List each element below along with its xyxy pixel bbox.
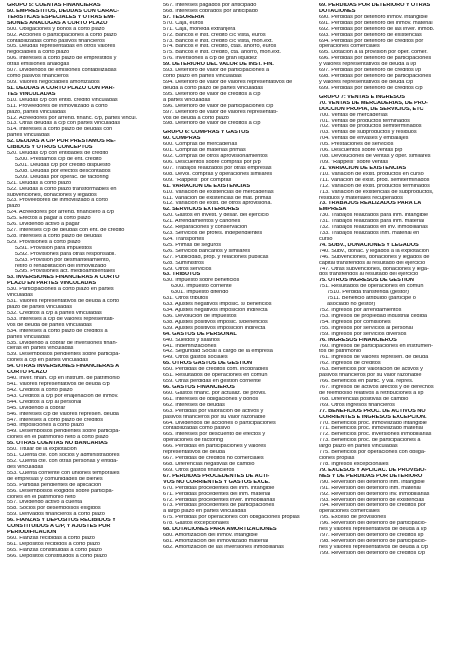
account-line: 576. Inversiones a c/p de gran liquidez — [163, 56, 257, 62]
account-line: 752. Ingresos por arrendamientos — [319, 308, 402, 314]
account-line: 595. Deterioro de valor de créditos a c/p — [163, 91, 261, 97]
account-line: otras emisiones análogas — [7, 62, 70, 68]
account-line: 561. Depósitos recibidos a corto plazo — [7, 541, 100, 547]
account-line: 620. Gastos en invest. y desar. del ejercicio — [163, 213, 269, 219]
account-line: 621. Arrendamientos y cánones — [163, 219, 241, 225]
section-heading: 50. EMPRÉSTITOS, DEUDAS CON CARAC- — [7, 8, 119, 14]
account-line: 706. Descuentos sobre ventas p/p — [319, 148, 403, 154]
account-line: 682. Amortización de las inversiones inmobiliarias — [163, 544, 284, 550]
account-line: de reembolso relativos a retribuciones a l/p — [319, 390, 424, 396]
account-line: 512. Acreedores por arrend. financ. c/p, partes vincul. — [7, 115, 138, 121]
section-heading: 70. VENTAS DE MERCADERÍAS, DE PRO- — [319, 100, 428, 106]
section-heading: CORRIENTES E INGRESOS EXCEPCION. — [319, 414, 427, 420]
account-line: 762. Ingresos de créditos — [319, 361, 381, 367]
account-line: asociado no gestor) — [327, 302, 376, 308]
account-line: 624. Transportes — [163, 236, 205, 242]
section-heading: 71. VARIACIÓN DE EXISTENCIAS — [319, 165, 407, 171]
account-line: 598. Deterioro de valor de créditos a c/p — [163, 121, 261, 127]
section-heading: GRUPO 6: COMPRAS Y GASTOS — [163, 130, 250, 136]
account-line: de empresas y comunidades de bienes — [7, 476, 103, 482]
account-line: 711. Variación de exist. prod. semiterminados — [319, 177, 430, 183]
section-heading: 51. DEUDAS A CORTO PLAZO CON PAR- — [7, 85, 115, 91]
section-heading: 61. VARIACIÓN DE EXISTENCIAS — [163, 183, 251, 189]
account-line: 636. Devolución de impuestos — [163, 313, 237, 319]
account-line: 629. Otros servicios — [163, 266, 212, 272]
account-line: 670. Pérdidas procedentes del inm. intangible — [163, 485, 275, 491]
account-line: 531. Valores representativos de deuda a corto — [7, 299, 120, 305]
account-line: negociables a corto plazo — [7, 50, 70, 56]
account-line: 778. Ingresos excepcionales — [319, 461, 389, 467]
account-line: 525. Efectos a pagar a corto plazo — [7, 216, 91, 222]
section-heading: 64. GASTOS DE PERSONAL — [163, 331, 237, 337]
account-line: 747. Otras subvenciones, donaciones y lega- — [319, 266, 429, 272]
account-line: 773. Beneficios proc. de participaciones a — [319, 438, 421, 444]
account-line: 631. Otros tributos — [163, 296, 209, 302]
account-line: 709. "Rappels" sobre ventas — [319, 159, 389, 165]
account-line: 596. Deterioro de valor de participaciones c/p — [163, 103, 274, 109]
account-line: 766. Beneficios en partic. y val. repres. — [319, 379, 414, 385]
account-line: 549. Desembolsos pendientes sobre participa- — [7, 429, 121, 435]
account-line: 520. Deudas c/p con entidades de crédito — [7, 151, 109, 157]
account-line: 700. Ventas de mercaderías — [319, 112, 388, 118]
account-line: 608. Devol. compras y operaciones similares — [163, 171, 273, 177]
account-line: 694. Pérdidas por deterioro de créditos por — [319, 38, 424, 44]
account-line: contabilizadas como pasivo — [163, 426, 231, 432]
account-line: 545. Dividendo a cobrar — [7, 405, 66, 411]
section-heading: TES VINCULADAS — [7, 91, 56, 97]
account-line: 731. Trabajos realizados para inm. material — [319, 219, 425, 225]
account-line: como pasivos financieros — [7, 74, 69, 80]
section-heading: DOTACIONES — [319, 8, 356, 14]
account-line: 710. Variación de exist. productos en curso — [319, 171, 424, 177]
account-line: 556. Desembolsos exigidos sobre participa- — [7, 488, 114, 494]
account-line: 754. Ingresos por comisiones — [319, 319, 391, 325]
account-line: representativos de deuda — [163, 450, 225, 456]
account-line: ciones en el patrimonio neto a corto plazo — [7, 435, 109, 441]
account-line: plazo — [7, 204, 21, 210]
account-line: operaciones de factoring — [163, 438, 224, 444]
account-line: 760. Ingresos de participaciones en instrumen- — [319, 343, 433, 349]
account-line: pasivos financieros por su valor razonable — [163, 414, 266, 420]
account-line: 768. Diferencias positivas de cambio — [319, 396, 409, 402]
account-line: 7510. Pérdida transferida (gestor) — [327, 290, 409, 296]
account-line: a largo plazo en partes vinculadas — [163, 509, 247, 515]
account-line: 5293. Provisión por desmantelamiento, — [15, 257, 111, 263]
account-line: 567. Intereses pagados por anticipado — [163, 3, 257, 8]
account-line: operaciones comerciales — [319, 509, 380, 515]
account-line: 539. Desembolsos pendientes sobre participa- — [7, 352, 121, 358]
account-line: 566. Depósitos constituidos a corto plazo — [7, 553, 107, 559]
account-line: 695. Dotación a la provisión por oper. comer. — [319, 50, 428, 56]
account-line: 597. Deterioro de valor de valores representati- — [163, 109, 278, 115]
account-line: 699. Pérdidas por deterioro de créditos c/p — [319, 85, 423, 91]
account-line: 641. Indemnizaciones — [163, 343, 217, 349]
account-line: 550. Titular de la explotación — [7, 447, 77, 453]
account-line: 6301. Impuesto diferido — [171, 290, 229, 296]
section-heading: 54. OTRAS INVERSIONES FINANCIERAS A — [7, 364, 120, 370]
account-line: 791. Reversión del deterioro inm. material — [319, 485, 421, 491]
account-line: dos transferidos al resultado del ejercicio — [319, 272, 419, 278]
account-line: 524. Acreedores por arrend. financiero a c/p — [7, 210, 114, 216]
account-line: largo plazo en partes vinculadas — [319, 444, 398, 450]
account-line: 552. Cuenta cte. con otras personas y entida- — [7, 458, 118, 464]
account-line: 528. Intereses a corto plazo de deudas — [7, 233, 102, 239]
account-line: cieras en partes vinculadas — [7, 346, 74, 352]
account-line: 526. Dividendo activo a pagar — [7, 222, 80, 228]
section-heading: VOS NO CORRIENTES Y GASTOS EXCE. — [163, 479, 270, 485]
account-line: corto plazo en partes vinculadas — [163, 74, 242, 80]
section-heading: PLAZO EN PARTES VINCULADAS — [7, 281, 97, 287]
account-line: 665. Intereses por descuento de efectos y — [163, 432, 266, 438]
account-line: 704. Ventas de envases y embalajes — [319, 136, 409, 142]
account-line: 625. Primas de seguros — [163, 242, 221, 248]
account-line: 708. Devoluciones de ventas y oper. similares — [319, 154, 431, 160]
account-line: 713. Variación de existencias de subproductos, — [319, 189, 434, 195]
account-line: 794. Reversión del deterioro de créditos por — [319, 503, 426, 509]
section-heading: SIONES ANÁLOGAS A CORTO PLAZO — [7, 20, 108, 26]
account-line: 626. Servicios bancarios y similares — [163, 248, 251, 254]
account-line: 697. Pérdidas por deterioro de créditos l/p — [319, 68, 422, 74]
account-line: a partes vinculadas — [163, 97, 211, 103]
account-line: 712. Variación de exist. productos terminados — [319, 183, 430, 189]
account-line: 5201. Deudas c/p por crédito dispuesto — [15, 162, 111, 168]
account-line: 680. Amortización del inmov. intangible — [163, 533, 258, 539]
account-line: 505. Deudas representadas en otros valores — [7, 44, 116, 50]
account-line: 769. Otros ingresos financieros — [319, 402, 395, 408]
account-line: 575. Bancos e inst. crédito, cta. ahorro, mon.ext. — [163, 50, 281, 56]
account-line: 667. Pérdidas de créditos no comerciales — [163, 456, 264, 462]
account-line: 671. Pérdidas procedentes del inm. material — [163, 491, 271, 497]
account-line: 529. Provisiones a corto plazo — [7, 239, 81, 245]
account-line: 5208. Deudas por efectos descontados — [15, 168, 111, 174]
account-line: 540. Inver. finan. c/p en instrum. de patrimonio — [7, 376, 120, 382]
section-heading: 52. DEUDAS A C/P POR PRÉSTAMOS RE- — [7, 139, 116, 145]
account-line: 506. Intereses a corto plazo de empréstitos y — [7, 56, 117, 62]
account-line: des vinculadas — [7, 464, 44, 470]
account-line: 521. Deudas a corto plazo — [7, 180, 72, 186]
account-line: y valores representativos de deuda a l/p — [319, 62, 417, 68]
account-line: 790. Reversión del deterioro inm. intangible — [319, 479, 425, 485]
account-line: 558. Socios por desembolsos exigidos — [7, 506, 101, 512]
account-line: 555. Partidas pendientes de aplicación — [7, 482, 102, 488]
account-line: 796. Reversión del deterioro de participacio- — [319, 521, 427, 527]
account-line: 771. Beneficios proc. inmovilizado material — [319, 426, 423, 432]
section-heading: GRUPO 7: VENTAS E INGRESOS — [319, 94, 405, 100]
account-line: nes y valores representativos de deuda a c/p — [319, 544, 429, 550]
account-line: deuda a corto plazo de partes vinculadas — [163, 85, 263, 91]
account-line: 772. Beneficios proc. inversiones inmobiliarias — [319, 432, 432, 438]
section-heading: CONSTITUIDOS A C/P, Y AJUSTES POR — [7, 524, 111, 530]
section-heading: 53. INVERSIONES FINANCIERAS A CORTO — [7, 275, 120, 281]
account-line: 548. Imposiciones a corto plazo — [7, 423, 85, 429]
section-heading: 63. TRIBUTOS — [163, 272, 201, 278]
account-line: 523. Proveedores de inmovilizado a corto — [7, 198, 108, 204]
account-line: 792. Reversión del deterioro inv. inmobiliarias — [319, 491, 430, 497]
account-line: 628. Suministros — [163, 260, 204, 266]
account-line: curso — [319, 236, 333, 242]
account-line: 698. Pérdidas por deterioro de participaciones — [319, 74, 432, 80]
account-line: 659. Otras pérdidas en gestión corriente — [163, 379, 261, 385]
account-line: retiro o rehabilitación del inmovilizado — [15, 263, 107, 269]
account-line: 610. Variación de existencias de mercaderías — [163, 189, 274, 195]
section-heading: 65. OTROS GASTOS DE GESTIÓN — [163, 361, 252, 367]
account-line: 732. Trabajos realizados en inv. inmobiliarias — [319, 225, 428, 231]
account-line: 753. Ingresos de propiedad industrial cedida — [319, 313, 427, 319]
column-left — [7, 3, 157, 670]
account-line: 560. Fianzas recibidas a corto plazo — [7, 535, 95, 541]
account-line: pasivos financieros por su valor razonable — [319, 373, 422, 379]
account-line: 638. Ajustes positivos imposic. s/beneficios — [163, 319, 268, 325]
account-line: nes y valores representativos de deuda a l/p — [319, 527, 427, 533]
section-heading: 60. COMPRAS — [163, 136, 201, 142]
account-line: 668. Diferencias negativas de cambio — [163, 461, 255, 467]
account-line: 701. Ventas de productos terminados — [319, 118, 410, 124]
account-line: 5291. Provisión para impuestos — [15, 245, 92, 251]
account-line: 649. Otros gastos sociales — [163, 355, 228, 361]
account-line: 600. Compras de mercaderías — [163, 142, 238, 148]
account-line: 535. Dividendo a cobrar de inversiones finan- — [7, 340, 118, 346]
section-heading: PERIODIFICACIÓN — [7, 530, 57, 536]
section-heading: 77. BENEFICIOS PROC. DE ACTIVOS NO — [319, 408, 426, 414]
account-line: 542. Créditos a corto plazo — [7, 387, 73, 393]
account-line: 594. Deterioro de valor de valores representativos de — [163, 79, 293, 85]
account-line: 666. Pérdidas en participaciones y valores — [163, 444, 266, 450]
account-line: operaciones comerciales — [319, 44, 380, 50]
account-line: 534. Intereses a corto plazo de créditos a — [7, 328, 108, 334]
section-heading: 56. FIANZAS Y DEPÓSITOS RECIBIDOS Y — [7, 518, 116, 524]
account-line: 572. Bancos e inst. crédito c/c vista, euros — [163, 32, 266, 38]
account-line: 533. Intereses a c/p de valores representati- — [7, 316, 115, 322]
account-line: 5295. Provisiones act. medioambientales — [15, 269, 116, 275]
account-line: 642. Seguridad Social a cargo de la empresa — [163, 349, 273, 355]
account-line: 673. Pérdidas procedentes de participaciones — [163, 503, 275, 509]
account-line: 703. Ventas de subproductos y residuos — [319, 130, 417, 136]
account-line: tos de patrimonio — [319, 349, 362, 355]
section-heading: TERÍSTICAS ESPECIALES Y OTRAS EMI- — [7, 14, 116, 20]
account-line: 733. Trabajos realizados inm. material en — [319, 231, 420, 237]
account-line: 530. Participaciones a corto plazo en partes — [7, 287, 114, 293]
account-line: 702. Ventas de productos semiterminados — [319, 124, 422, 130]
account-line: partes vinculadas — [7, 334, 50, 340]
account-line: 543. Créditos a c/p por enajenación de inmov. — [7, 393, 119, 399]
account-line: 532. Créditos a c/p a partes vinculadas — [7, 310, 102, 316]
account-line: 607. Trabajos realizados por otras empresas — [163, 165, 272, 171]
account-line: 609. "Rappels" por compras — [163, 177, 232, 183]
account-line: 662. Intereses de deudas — [163, 402, 225, 408]
account-line: 6300. Impuesto corriente — [171, 284, 232, 290]
account-line: 692. Pérdidas por deterioro de las inver. inmob. — [319, 26, 435, 32]
account-line: 568. Intereses cobrados por anticipado — [163, 8, 258, 14]
account-line: residuos y materiales recuperados — [319, 195, 403, 201]
account-line: 513. Otras deudas a c/p con partes vinculadas — [7, 121, 121, 127]
section-heading: GRUPO 5: CUENTAS FINANCIERAS — [7, 3, 101, 8]
account-line: 611. Variación de existencias de mat. primas — [163, 195, 272, 201]
section-heading: 79. EXCESOS Y APLICAC. DE PROVISIO- — [319, 467, 427, 473]
account-line: 509. Valores negociables amortizados — [7, 79, 100, 85]
account-line: 7511. Beneficio atribuido (partícipe o — [327, 296, 416, 302]
account-line: 500. Obligaciones y bonos a corto plazo — [7, 26, 105, 32]
section-heading: 74. SUBV., DONACIONES Y LEGADOS — [319, 242, 419, 248]
account-line: 502. Acciones o participaciones a corto plazo — [7, 32, 117, 38]
account-line: 767. Ingresos de activos afectos y de derechos — [319, 385, 434, 390]
account-line: 797. Reversión del deterioro de créditos l/p — [319, 533, 424, 539]
section-heading: CIBIDOS Y OTROS CONCEPTOS — [7, 145, 93, 151]
section-heading: EMPRESA — [319, 207, 347, 213]
section-heading: 55. OTRAS CUENTAS NO BANCARIAS — [7, 441, 108, 447]
section-heading: 76. INGRESOS FINANCIEROS — [319, 337, 397, 343]
section-heading: 66. GASTOS FINANCIEROS — [163, 385, 235, 390]
account-line: 661. Intereses de obligaciones y bonos — [163, 396, 259, 402]
account-line: ciones propias — [319, 456, 355, 462]
account-line: 623. Servicios de profes. independientes — [163, 231, 263, 237]
account-line: 546. Intereses c/p de valores represen. deuda — [7, 411, 119, 417]
section-heading: DUCCIÓN PROPIA, DE SERVICIOS, ETC — [319, 106, 424, 112]
account-line: vos de deuda de partes vinculadas — [7, 322, 92, 328]
account-line: 5209. Deudas por operac. de factoring — [15, 174, 109, 180]
section-heading: 75. OTROS INGRESOS DE GESTIÓN — [319, 278, 414, 284]
account-line: plazo, partes vinculadas — [7, 109, 66, 115]
account-line: 559. Derivados financieros a corto plazo — [7, 512, 105, 518]
account-line: 565. Fianzas constituidas a corto plazo — [7, 547, 102, 553]
account-line: ciones en el patrimonio neto — [7, 494, 76, 500]
account-line: 799. Reversión del deterioro de créditos c/p — [319, 550, 426, 556]
account-line: 630. Impuesto sobre beneficios — [163, 278, 240, 284]
account-line: 511. Proveedores de inmovilizado a corto — [7, 103, 108, 109]
account-line: 770. Beneficios proc. inmovilizado intangible — [319, 420, 427, 426]
account-line: 763. Beneficios por valoración de activos y — [319, 367, 423, 373]
account-line: 678. Gastos excepcionales — [163, 521, 229, 527]
section-heading: 57. TESORERÍA — [163, 14, 205, 20]
account-line: 633. Ajustes negativos imposic. s/ beneficios — [163, 302, 272, 308]
account-line: 690. Pérdidas por deterioro inmov. intangible — [319, 14, 428, 20]
account-line: 691. Pérdidas por deterioro del inmov. material — [319, 20, 433, 26]
account-line: 660. Gastos financ. por actualiz. de provis. — [163, 390, 267, 396]
account-line: 740. Subv., donac. y legados a la explotación — [319, 248, 429, 254]
column-right — [319, 3, 469, 670]
account-line: capital transferidos al resultado del ejercicio — [319, 260, 426, 266]
account-line: 672. Pérdidas procedentes inver. inmobiliarias — [163, 497, 276, 503]
account-line: 5292. Provisiones para otras responsabil. — [15, 251, 116, 257]
account-line: 601. Compras de materias primas — [163, 148, 246, 154]
account-line: 650. Pérdidas de créditos com. incobrables — [163, 367, 269, 373]
account-line: 612. Variación de exist. de otros aprovisiona. — [163, 201, 272, 207]
section-heading: 68. DOTACIONES PARA AMORTIZACIONES — [163, 527, 277, 533]
account-line: 574. Bancos e inst. crédito, ctas. ahorro, euros — [163, 44, 277, 50]
section-heading: 59. DETERIORO DEL VALOR DE INST. FIN. — [163, 62, 274, 68]
account-line: 681. Amortización del inmovilizado material — [163, 538, 269, 544]
account-line: 664. Dividendos de acciones o participaciones — [163, 420, 276, 426]
account-line: 793. Reversión del deterioro de existencias — [319, 497, 425, 503]
account-line: 634. Ajustes negativos imposición indirecta — [163, 308, 268, 314]
account-line: 675. Pérdidas por operaciones con obligaciones propias — [163, 515, 300, 521]
account-line: 593. Deterioro de valor de participaciones a — [163, 68, 270, 74]
account-line: 551. Cuenta cte. con socios y administradores — [7, 453, 120, 459]
account-line: 755. Ingresos por servicios al personal — [319, 325, 413, 331]
account-line: 544. Créditos a c/p al personal — [7, 399, 82, 405]
account-line: 669. Otros gastos financieros — [163, 467, 235, 473]
account-line: 571. Caja, moneda extranjera — [163, 26, 236, 32]
section-heading: NES Y DE PÉRDIDAS POR DETERIORO — [319, 473, 423, 479]
account-line: plazo de partes vinculadas — [7, 305, 72, 311]
account-line: 507. Dividendos de emisiones contabilizadas — [7, 68, 117, 74]
section-heading: 69. PÉRDIDAS POR DETERIORO Y OTRAS — [319, 3, 431, 8]
account-line: 514. Intereses a corto plazo de deudas con — [7, 127, 113, 133]
account-line: 663. Pérdidas por valoración de activos y — [163, 408, 264, 414]
account-line: vos de deuda a corto plazo — [163, 115, 229, 121]
section-heading: 73. TRABAJOS REALIZADOS PARA LA — [319, 201, 422, 207]
column-middle — [163, 3, 313, 670]
account-line: 761. Ingresos de valores represen. de deuda — [319, 355, 429, 361]
account-line: 730. Trabajos realizados para inm. intangible — [319, 213, 429, 219]
account-line: 547. Intereses a corto plazo de créditos — [7, 417, 103, 423]
account-line: 693. Pérdidas por deterioro de existencias — [319, 32, 422, 38]
account-line: 627. Publicidad, prop. y relaciones públicas — [163, 254, 269, 260]
account-line: 5200. Préstamos c/p de ent. crédito — [15, 156, 102, 162]
account-line: 759. Ingresos por servicios diversos — [319, 331, 407, 337]
account-line: 541. Valores representativos de deuda c/p — [7, 382, 110, 387]
account-line: 606. Descuentos sobre compras por p/p — [163, 159, 261, 165]
account-line: 639. Ajustes positivos imposición indirecta — [163, 325, 266, 331]
account-line: 573. Bancos e inst. crédito c/c vista, mon.ext. — [163, 38, 273, 44]
account-line: 522. Deudas a corto plazo transformables en — [7, 186, 117, 192]
account-line: 557. Dividendo activo a cuenta — [7, 500, 82, 506]
account-line: subvenciones, donaciones y legados — [7, 192, 97, 198]
account-line: 696. Pérdidas por deterioro de participaciones — [319, 56, 432, 62]
account-line: 510. Deudas c/p con entid. crédito vinculadas — [7, 97, 118, 103]
account-line: 553. Cuenta corriente con uniones temporales — [7, 470, 120, 476]
account-line: 640. Sueldos y salarios — [163, 337, 220, 343]
account-line: 527. Intereses c/p de deudas con ent. de crédito — [7, 228, 125, 234]
account-line: 775. Beneficios por operaciones con obliga- — [319, 450, 426, 456]
account-line: vinculadas — [7, 293, 33, 299]
account-line: ciones a c/p en partes vinculadas — [7, 358, 89, 364]
account-line: 570. Caja, euros — [163, 20, 204, 26]
section-heading: CORTO PLAZO — [7, 370, 48, 376]
account-line: 746. Subvenciones, donaciones y legados de — [319, 254, 430, 260]
account-line: 602. Compras de otros aprovisionamientos — [163, 154, 268, 160]
account-line: 705. Prestaciones de servicios — [319, 142, 394, 148]
account-line: y valores representativos de deuda c/p — [319, 79, 414, 85]
account-line: 751. Resultados de operaciones en común — [319, 284, 424, 290]
section-heading: 67. PÉRDIDAS PROCEDENTES DE ACTI- — [163, 473, 270, 479]
account-line: 795. Exceso de provisiones — [319, 515, 387, 521]
account-line: 622. Reparaciones y conservación — [163, 225, 248, 231]
account-line: partes vinculadas — [7, 133, 50, 139]
section-heading: 62. SERVICIOS EXTERIORES — [163, 207, 240, 213]
account-line: contabilizadas como pasivos financieros — [7, 38, 105, 44]
account-line: 651. Resultados de operaciones en común — [163, 373, 268, 379]
account-line: 798. Reversión del deterioro de participacio- — [319, 538, 427, 544]
